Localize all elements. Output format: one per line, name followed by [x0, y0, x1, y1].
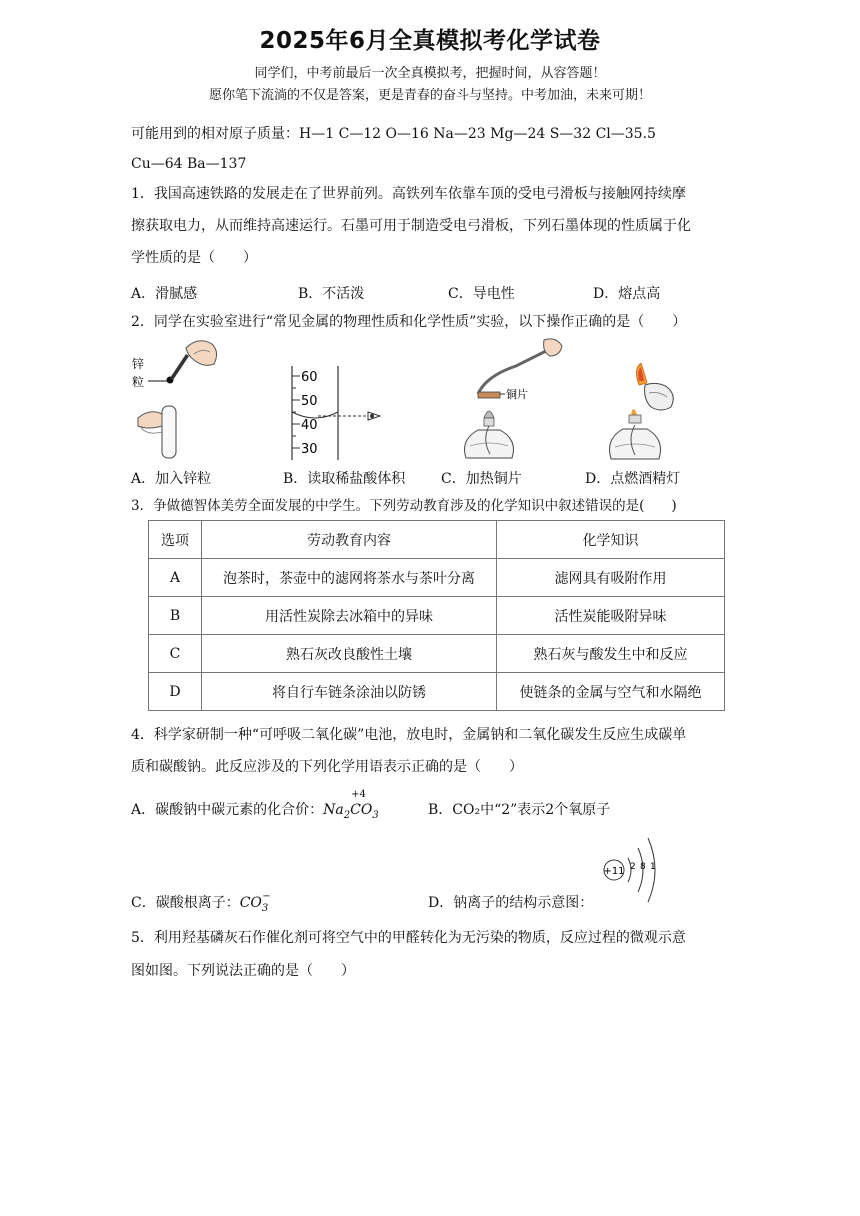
q4-option-a	[131, 789, 379, 821]
table-cell: 滤网具有吸附作用	[497, 559, 725, 597]
intro-line-1: 同学们，中考前最后一次全真模拟考，把握时间，从容答题！	[254, 66, 606, 81]
q1-stem-line-1: 1．我国高速铁路的发展走在了世界前列。高铁列车依靠车顶的受电弓滑板与接触网持续摩	[131, 186, 686, 202]
table-cell: 熟石灰与酸发生中和反应	[497, 635, 725, 673]
table-cell: 活性炭能吸附异味	[497, 597, 725, 635]
table-cell: D	[149, 673, 202, 711]
table-cell: 将自行车链条涂油以防锈	[202, 673, 497, 711]
table-cell: B	[149, 597, 202, 635]
table-row	[149, 635, 725, 673]
zinc-label-bottom: 粒	[132, 375, 145, 389]
sodium-ion-diagram	[598, 834, 660, 906]
q5-stem-line-2: 图如图。下列说法正确的是（ ）	[131, 963, 355, 979]
atomic-masses-line-2: Cu—64 Ba—137	[131, 156, 247, 172]
table-cell: 使链条的金属与空气和水隔绝	[497, 673, 725, 711]
q1-option-c: C．导电性	[448, 286, 515, 302]
q1-stem-line-3: 学性质的是（ ）	[131, 250, 257, 266]
table-header-row	[149, 521, 725, 559]
figure-add-zinc	[128, 334, 223, 464]
q4-option-d: D．钠离子的结构示意图：	[428, 895, 594, 911]
scale-40: 40	[301, 418, 318, 433]
zinc-label-top: 锌	[132, 357, 145, 371]
atomic-masses-line-1: 可能用到的相对原子质量：H—1 C—12 O—16 Na—23 Mg—24 S—32 Cl—35.5	[131, 126, 656, 142]
figure-light-lamp	[605, 363, 685, 463]
table-header: 化学知识	[497, 521, 725, 559]
q1-option-d: D．熔点高	[593, 286, 661, 302]
table-row	[149, 597, 725, 635]
table-cell: 用活性炭除去冰箱中的异味	[202, 597, 497, 635]
q2-option-c: C．加热铜片	[441, 471, 522, 487]
q5-stem-line-1: 5．利用羟基磷灰石作催化剂可将空气中的甲醛转化为无污染的物质，反应过程的微观示意	[131, 930, 686, 946]
q3-stem: 3．争做德智体美劳全面发展的中学生。下列劳动教育涉及的化学知识中叙述错误的是( )	[131, 498, 677, 514]
scale-60: 60	[301, 370, 318, 385]
intro-line-2: 愿你笔下流淌的不仅是答案，更是青春的奋斗与坚持。中考加油，未来可期！	[208, 88, 651, 103]
q4-stem-line-2: 质和碳酸钠。此反应涉及的下列化学用语表示正确的是（ ）	[131, 759, 523, 775]
q4-option-a-text: A．碳酸钠中碳元素的化合价：	[131, 802, 324, 818]
table-cell: 泡茶时，茶壶中的滤网将茶水与茶叶分离	[202, 559, 497, 597]
q1-stem-line-2: 擦获取电力，从而维持高速运行。石墨可用于制造受电弓滑板，下列石墨体现的性质属于化	[131, 218, 691, 234]
table-cell: 熟石灰改良酸性土壤	[202, 635, 497, 673]
q3-table	[148, 520, 725, 711]
shell-3-electrons: 1	[650, 862, 656, 872]
figure-read-cylinder	[288, 362, 390, 462]
two-alcohol-lamps-icon	[605, 363, 685, 463]
shell-2-electrons: 8	[640, 862, 646, 872]
scale-50: 50	[301, 394, 318, 409]
q4-option-b: B．CO₂中“2”表示2个氧原子	[428, 802, 611, 818]
carbon-valence: +4	[351, 789, 366, 800]
table-row	[149, 559, 725, 597]
ion-structure-icon	[598, 834, 660, 906]
alcohol-lamp-copper-icon	[456, 336, 566, 464]
table-header: 劳动教育内容	[202, 521, 497, 559]
q4-option-c-text: C．碳酸根离子：	[131, 895, 240, 911]
table-cell: C	[149, 635, 202, 673]
carbonate-ion-formula: $CO_3^-$	[239, 891, 271, 914]
q2-option-a: A．加入锌粒	[131, 471, 212, 487]
q2-option-d: D．点燃酒精灯	[585, 471, 681, 487]
figure-heat-copper	[456, 336, 566, 464]
table-row	[149, 673, 725, 711]
sodium-carbonate-formula: $Na_2C$ +4 $O_3$	[323, 789, 379, 821]
nucleus-charge: +11	[603, 866, 625, 877]
scale-30: 30	[301, 442, 318, 457]
shell-1-electrons: 2	[630, 862, 636, 872]
graduated-cylinder-icon	[288, 362, 390, 462]
q1-option-b: B．不活泼	[298, 286, 365, 302]
q4-stem-line-1: 4．科学家研制一种“可呼吸二氧化碳”电池，放电时，金属钠和二氧化碳发生反应生成碳单	[131, 727, 687, 743]
copper-label: 铜片	[506, 388, 528, 401]
exam-title: 2025年6月全真模拟考化学试卷	[259, 28, 601, 54]
table-header: 选项	[149, 521, 202, 559]
q4-option-c	[131, 892, 277, 914]
table-cell: A	[149, 559, 202, 597]
q2-stem: 2．同学在实验室进行“常见金属的物理性质和化学性质”实验，以下操作正确的是（ ）	[131, 314, 687, 330]
q1-option-a: A．滑腻感	[131, 286, 198, 302]
test-tube-tweezers-icon	[128, 334, 223, 464]
q2-option-b: B．读取稀盐酸体积	[283, 471, 406, 487]
